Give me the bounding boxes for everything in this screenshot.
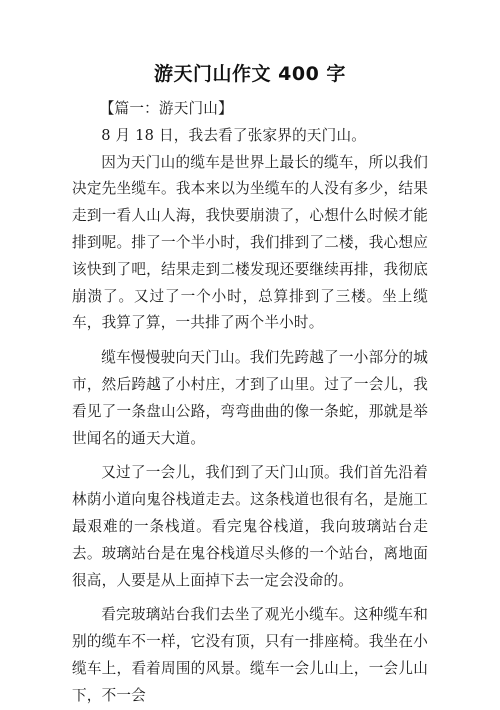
paragraph-5: 看完玻璃站台我们去坐了观光小缆车。这种缆车和别的缆车不一样，它没有顶，只有一排座椅。我坐在小缆车上，看着周围的风景。缆车一会儿山上，一会儿山下，不一会	[72, 606, 428, 704]
document-body	[72, 96, 428, 710]
paragraph-2: 因为天门山的缆车是世界上最长的缆车，所以我们决定先坐缆车。我本来以为坐缆车的人没有多少，结果走到一看人山人海，我快要崩溃了，心想什么时候才能排到呢。排了一个半小时，我们排到了二楼，我心想应该快到了吧，结果走到二楼发现还要继续再排，我彻底崩溃了。又过了一个小时，总算排到了三楼。坐上缆车，我算了算，一共排了两个半小时。	[72, 153, 428, 332]
paragraph-1: 8 月 18 日，我去看了张家界的天门山。	[101, 126, 367, 144]
paragraph-3: 缆车慢慢驶向天门山。我们先跨越了一小部分的城市，然后跨越了小村庄，才到了山里。过了一会儿，我看见了一条盘山公路，弯弯曲曲的像一条蛇，那就是举世闻名的通天大道。	[72, 349, 428, 447]
section-heading: 【篇一：游天门山】	[99, 100, 233, 117]
paragraph-4: 又过了一会儿，我们到了天门山顶。我们首先沿着林荫小道向鬼谷栈道走去。这条栈道也很有名，是施工最艰难的一条栈道。看完鬼谷栈道，我向玻璃站台走去。玻璃站台是在鬼谷栈道尽头修的一个站台，离地面很高，人要是从上面掉下去一定会没命的。	[72, 464, 428, 589]
document-title: 游天门山作文 400 字	[154, 63, 346, 85]
